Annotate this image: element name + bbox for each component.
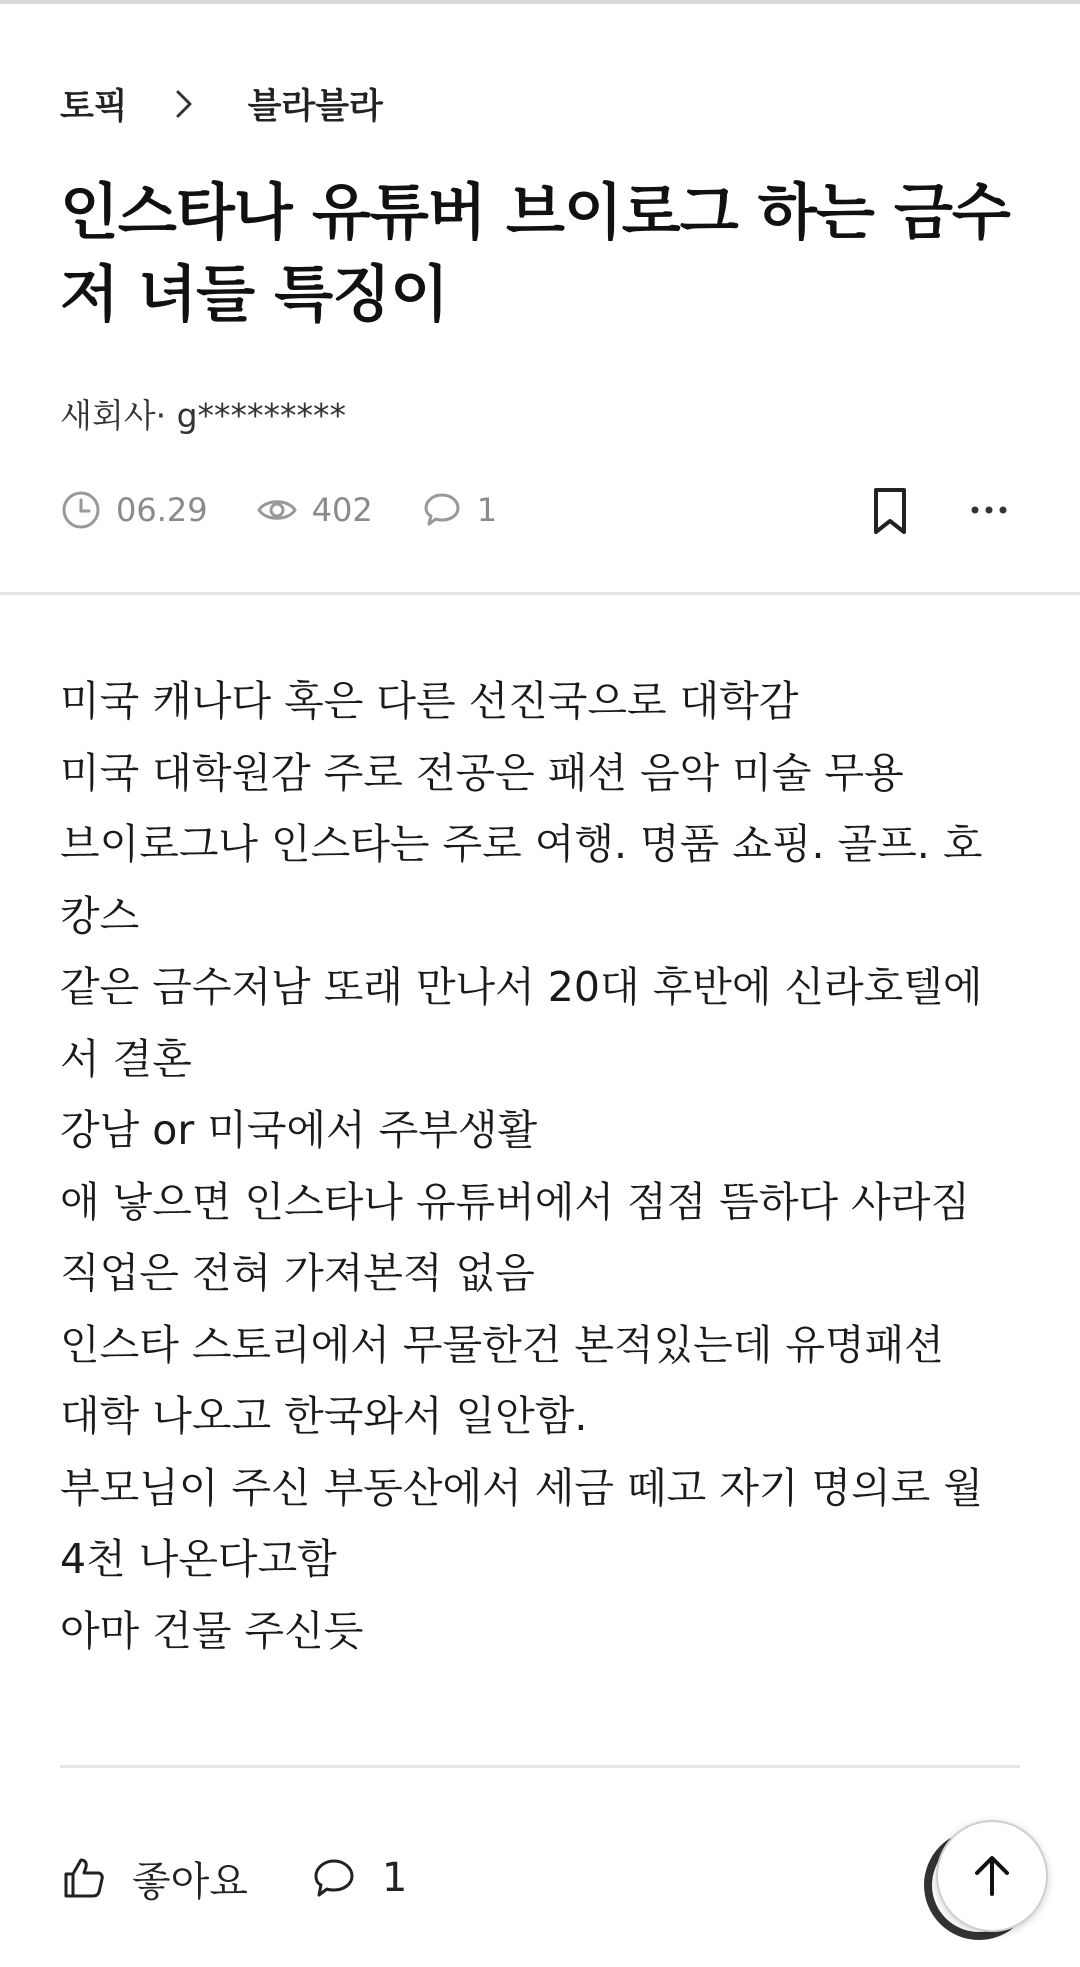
post-views xyxy=(256,489,373,531)
post-body-line: 캉스 xyxy=(60,891,140,940)
post-comments xyxy=(421,489,497,531)
post-body-line: 미국 캐나다 혹은 다른 선진국으로 대학감 xyxy=(60,677,799,725)
post-body-line: 서 결혼 xyxy=(60,1034,192,1083)
post-body-line: 강남 or 미국에서 주부생활 xyxy=(60,1106,538,1154)
post-title: 인스타나 유튜버 브이로그 하는 금수저 녀들 특징이 xyxy=(60,177,1010,330)
more-icon xyxy=(966,490,1012,530)
post-body xyxy=(60,666,1040,1667)
post-comments-value: 1 xyxy=(476,491,498,529)
clock-icon xyxy=(60,489,102,531)
arrow-up-icon xyxy=(966,1850,1018,1902)
post-actions xyxy=(60,1846,469,1910)
breadcrumb-topic[interactable]: 토픽 xyxy=(60,87,128,127)
comment-count: 1 xyxy=(381,1855,408,1901)
like-label: 좋아요 xyxy=(132,1858,248,1905)
post-body-line: 인스타 스토리에서 무물한건 본적있는데 유명패션 xyxy=(60,1320,944,1369)
eye-icon xyxy=(256,489,298,531)
bookmark-button[interactable] xyxy=(866,484,914,538)
footer-divider xyxy=(60,1765,1020,1768)
post-body-line: 아마 건물 주신듯 xyxy=(60,1606,364,1655)
comment-icon xyxy=(421,489,463,531)
chevron-right-icon xyxy=(162,84,208,124)
post-body-line: 같은 금수저남 또래 만나서 20대 후반에 신라호텔에 xyxy=(60,963,983,1011)
post-body-line: 부모님이 주신 부동산에서 세금 떼고 자기 명의로 월 xyxy=(60,1463,983,1512)
scroll-to-top-button[interactable] xyxy=(936,1820,1048,1932)
post-body-line: 브이로그나 인스타는 주로 여행. 명품 쇼핑. 골프. 호 xyxy=(60,820,983,868)
post-body-line: 미국 대학원감 주로 전공은 패션 음악 미술 무용 xyxy=(60,748,904,797)
like-button[interactable] xyxy=(60,1850,248,1907)
breadcrumb-board[interactable]: 블라블라 xyxy=(247,87,383,127)
top-border xyxy=(0,0,1080,4)
breadcrumb xyxy=(60,82,383,126)
thumbs-up-icon xyxy=(60,1854,108,1902)
post-body-line: 4천 나온다고함 xyxy=(60,1535,337,1583)
post-date xyxy=(60,489,208,531)
post-body-line: 애 낳으면 인스타나 유튜버에서 점점 뜸하다 사라짐 xyxy=(60,1177,970,1226)
post-body-line: 대학 나오고 한국와서 일안함. xyxy=(60,1392,588,1440)
post-body-line: 직업은 전혀 가져본적 없음 xyxy=(60,1249,535,1297)
post-meta xyxy=(60,482,545,538)
comment-button[interactable] xyxy=(310,1854,407,1902)
post-author[interactable]: 새회사· g********* xyxy=(60,396,347,435)
comment-icon xyxy=(310,1854,358,1902)
bookmark-icon xyxy=(866,484,914,538)
post-views-value: 402 xyxy=(311,491,373,529)
header-divider xyxy=(0,592,1080,595)
more-options-button[interactable] xyxy=(966,490,1012,530)
post-date-value: 06.29 xyxy=(116,491,208,529)
